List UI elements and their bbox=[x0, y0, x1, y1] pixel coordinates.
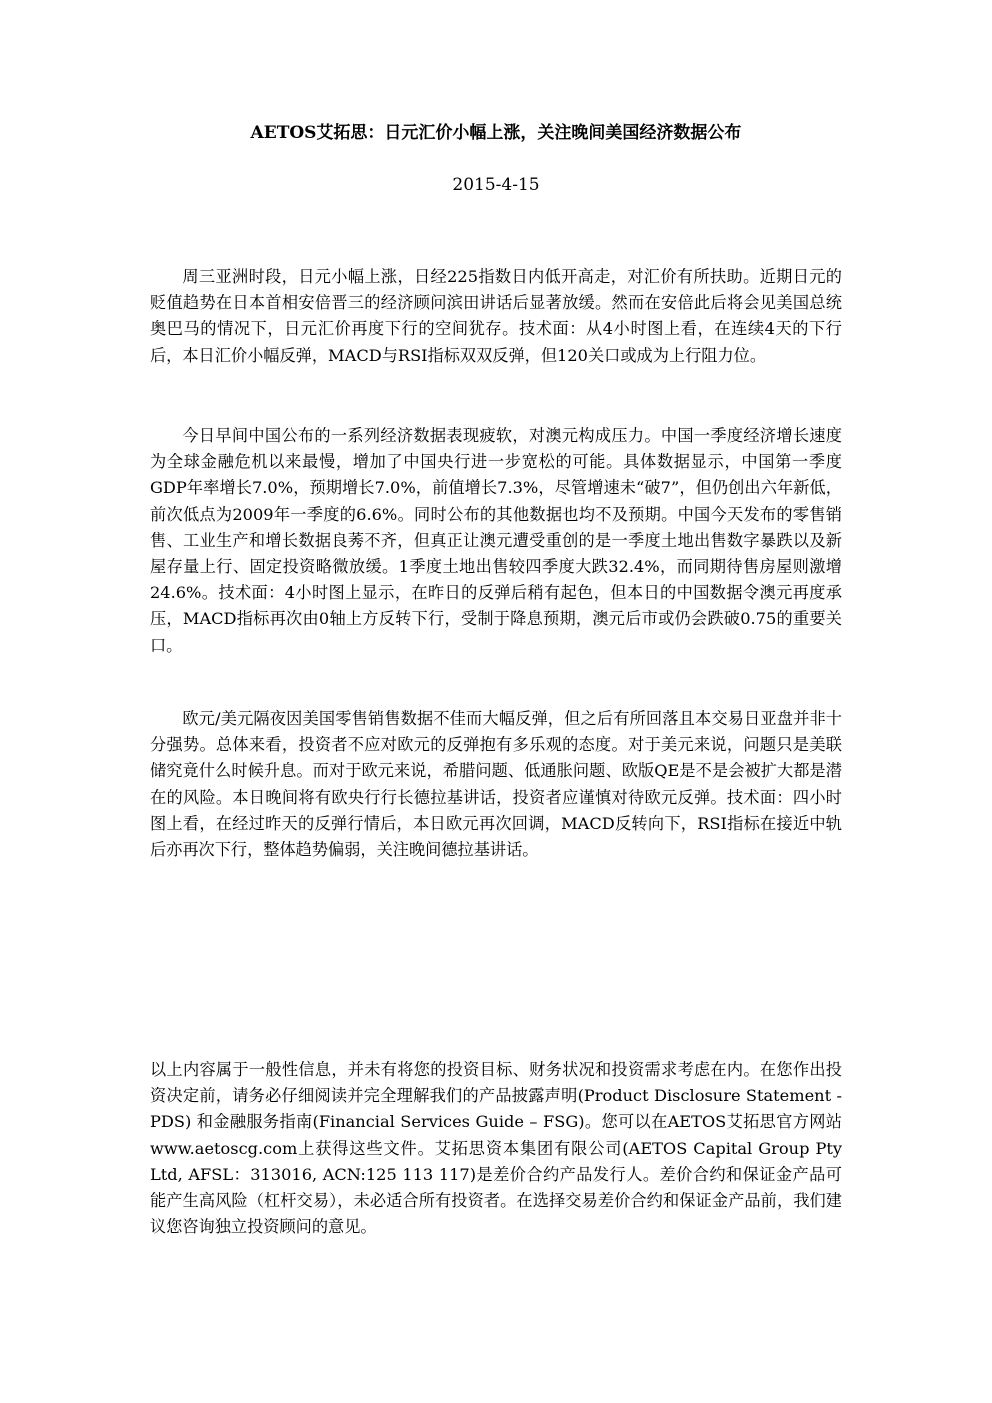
document-title: AETOS艾拓思：日元汇价小幅上涨，关注晚间美国经济数据公布 bbox=[250, 123, 742, 143]
paragraph-eur: 欧元/美元隔夜因美国零售销售数据不佳而大幅反弹，但之后有所回落且本交易日亚盘并非十分强势。总体来看，投资者不应对欧元的反弹抱有多乐观的态度。对于美元来说，问题只是美联储究竟什么时候升息。而对于欧元来说，希腊问题、低通胀问题、欧版QE是不是会被扩大都是潜在的风险。本日晚间将有欧央行行长德拉基讲话，投资者应谨慎对待欧元反弹。技术面：四小时图上看，在经过昨天的反弹行情后，本日欧元再次回调，MACD反转向下，RSI指标在接近中轨后亦再次下行，整体趋势偏弱，关注晚间德拉基讲话。 bbox=[150, 709, 842, 860]
document-date: 2015-4-15 bbox=[452, 175, 540, 195]
disclaimer: 以上内容属于一般性信息，并未有将您的投资目标、财务状况和投资需求考虑在内。在您作出投资决定前，请务必仔细阅读并完全理解我们的产品披露声明(Product Disclosure Statement - PDS) 和金融服务指南(Financial Services Guide – FSG)。您可以在AETOS艾拓思官方网站www.aetoscg.com上获得这些文件。艾拓思资本集团有限公司(AETOS Capital Group Pty Ltd, AFSL：313016, ACN:125 113 117)是差价合约产品发行人。差价合约和保证金产品可能产生高风险（杠杆交易），未必适合所有投资者。在选择交易差价合约和保证金产品前，我们建议您咨询独立投资顾问的意见。 bbox=[150, 1060, 842, 1237]
paragraph-yen: 周三亚洲时段，日元小幅上涨，日经225指数日内低开高走，对汇价有所扶助。近期日元的贬值趋势在日本首相安倍晋三的经济顾问滨田讲话后显著放缓。然而在安倍此后将会见美国总统奥巴马的情况下，日元汇价再度下行的空间犹存。技术面：从4小时图上看，在连续4天的下行后，本日汇价小幅反弹，MACD与RSI指标双双反弹，但120关口或成为上行阻力位。 bbox=[150, 267, 842, 365]
paragraph-aud: 今日早间中国公布的一系列经济数据表现疲软，对澳元构成压力。中国一季度经济增长速度为全球金融危机以来最慢，增加了中国央行进一步宽松的可能。具体数据显示，中国第一季度GDP年率增长7.0%，预期增长7.0%，前值增长7.3%，尽管增速未“破7”，但仍创出六年新低，前次低点为2009年一季度的6.6%。同时公布的其他数据也均不及预期。中国今天发布的零售销售、工业生产和增长数据良莠不齐，但真正让澳元遭受重创的是一季度土地出售数字暴跌以及新屋存量上行、固定投资略微放缓。1季度土地出售较四季度大跌32.4%，而同期待售房屋则激增24.6%。技术面：4小时图上显示，在昨日的反弹后稍有起色，但本日的中国数据令澳元再度承压，MACD指标再次由0轴上方反转下行，受制于降息预期，澳元后市或仍会跌破0.75的重要关口。 bbox=[150, 426, 842, 655]
